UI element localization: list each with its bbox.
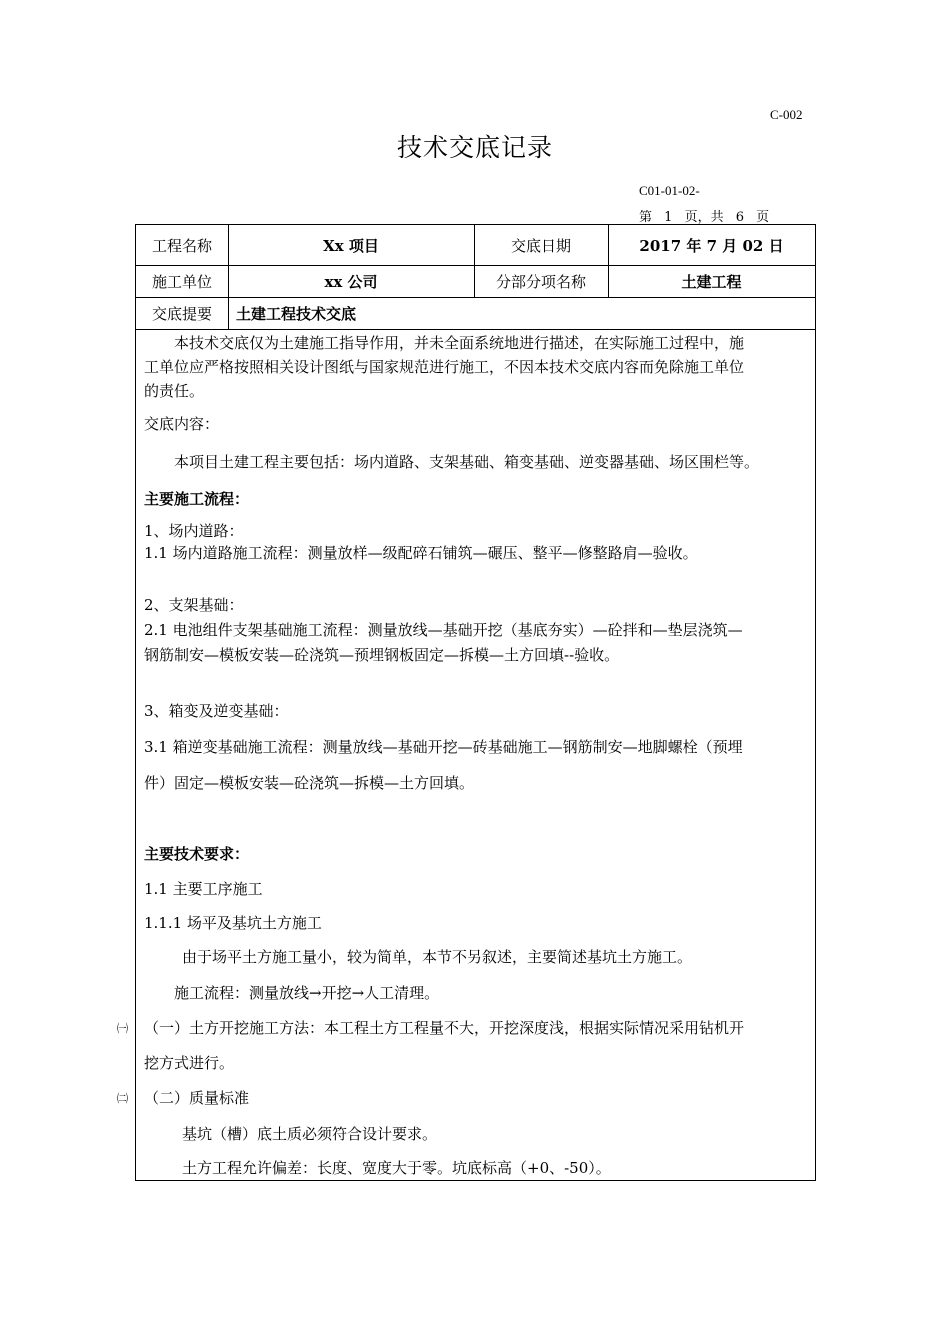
date-label: 交底日期 xyxy=(510,236,571,255)
margin-marker-1: ㈠ xyxy=(117,1022,128,1035)
date-value: 2017 年 7 月 02 日 xyxy=(639,236,784,255)
form-code: C-002 xyxy=(770,107,803,122)
project-name-value: Xx 项目 xyxy=(323,236,379,255)
method-line-2: 挖方式进行。 xyxy=(144,1054,235,1072)
subitem-label: 分部分项名称 xyxy=(495,272,586,291)
section-3-1-line-1: 3.1 箱逆变基础施工流程：测量放线—基础开挖—砖基础施工—钢筋制安—地脚螺栓（预埋 xyxy=(144,738,743,756)
quality-heading: （二）质量标准 xyxy=(144,1089,250,1107)
content-label: 交底内容： xyxy=(144,415,220,433)
page-info-suffix: 页 xyxy=(756,210,770,225)
section-1-1: 1.1 场内道路施工流程：测量放样—级配碎石铺筑—碾压、整平—修整路肩—验收。 xyxy=(144,544,698,562)
page-total: 6 xyxy=(735,210,745,225)
tech-heading: 主要技术要求： xyxy=(144,845,250,863)
method-line-1: （一）土方开挖施工方法：本工程土方工程量不大，开挖深度浅，根据实际情况采用钻机开 xyxy=(144,1019,745,1037)
record-table xyxy=(135,224,816,1181)
intro-line-1: 本技术交底仅为土建施工指导作用，并未全面系统地进行描述，在实际施工过程中，施 xyxy=(174,334,745,352)
page-info xyxy=(639,206,769,225)
scope-text: 本项目土建工程主要包括：场内道路、支架基础、箱变基础、逆变器基础、场区围栏等。 xyxy=(174,453,760,471)
section-3-1-line-2: 件）固定—模板安装—砼浇筑—拆模—土方回填。 xyxy=(144,774,475,792)
margin-marker-2: ㈡ xyxy=(117,1092,128,1105)
section-2-1-line-1: 2.1 电池组件支架基础施工流程：测量放线—基础开挖（基底夯实）—砼拌和—垫层浇筑— xyxy=(144,621,743,639)
subitem-value: 土建工程 xyxy=(681,272,742,291)
tech-1-1-1: 1.1.1 场平及基坑土方施工 xyxy=(144,914,322,932)
summary-value: 土建工程技术交底 xyxy=(236,304,357,323)
page-current: 1 xyxy=(664,210,673,225)
page-info-middle: 页，共 xyxy=(684,210,724,225)
section-2-1-line-2: 钢筋制安—模板安装—砼浇筑—预埋钢板固定—拆模—土方回填--验收。 xyxy=(144,646,620,664)
flow-heading: 主要施工流程： xyxy=(144,490,250,508)
quality-item-2: 土方工程允许偏差：长度、宽度大于零。坑底标高（+0、-50）。 xyxy=(182,1159,611,1177)
quality-item-1: 基坑（槽）底土质必须符合设计要求。 xyxy=(182,1125,438,1143)
intro-line-3: 的责任。 xyxy=(144,382,205,400)
section-3-title: 3、箱变及逆变基础： xyxy=(144,702,289,720)
unit-value: xx 公司 xyxy=(324,272,378,291)
project-name-label: 工程名称 xyxy=(151,236,212,255)
document-title: 技术交底记录 xyxy=(396,133,553,162)
summary-label: 交底提要 xyxy=(151,304,212,323)
tech-1-1: 1.1 主要工序施工 xyxy=(144,880,263,898)
section-1-title: 1、场内道路： xyxy=(144,522,244,540)
page-info-prefix: 第 xyxy=(639,210,653,225)
tech-flow: 施工流程：测量放线→开挖→人工清理。 xyxy=(174,984,440,1002)
row-divider xyxy=(136,329,815,330)
unit-label: 施工单位 xyxy=(151,272,212,291)
section-2-title: 2、支架基础： xyxy=(144,596,244,614)
tech-description: 由于场平土方施工量小，较为简单，本节不另叙述，主要简述基坑土方施工。 xyxy=(182,948,693,966)
document-number: C01-01-02- xyxy=(639,183,700,198)
intro-line-2: 工单位应严格按照相关设计图纸与国家规范进行施工，不因本技术交底内容而免除施工单位 xyxy=(144,358,745,376)
